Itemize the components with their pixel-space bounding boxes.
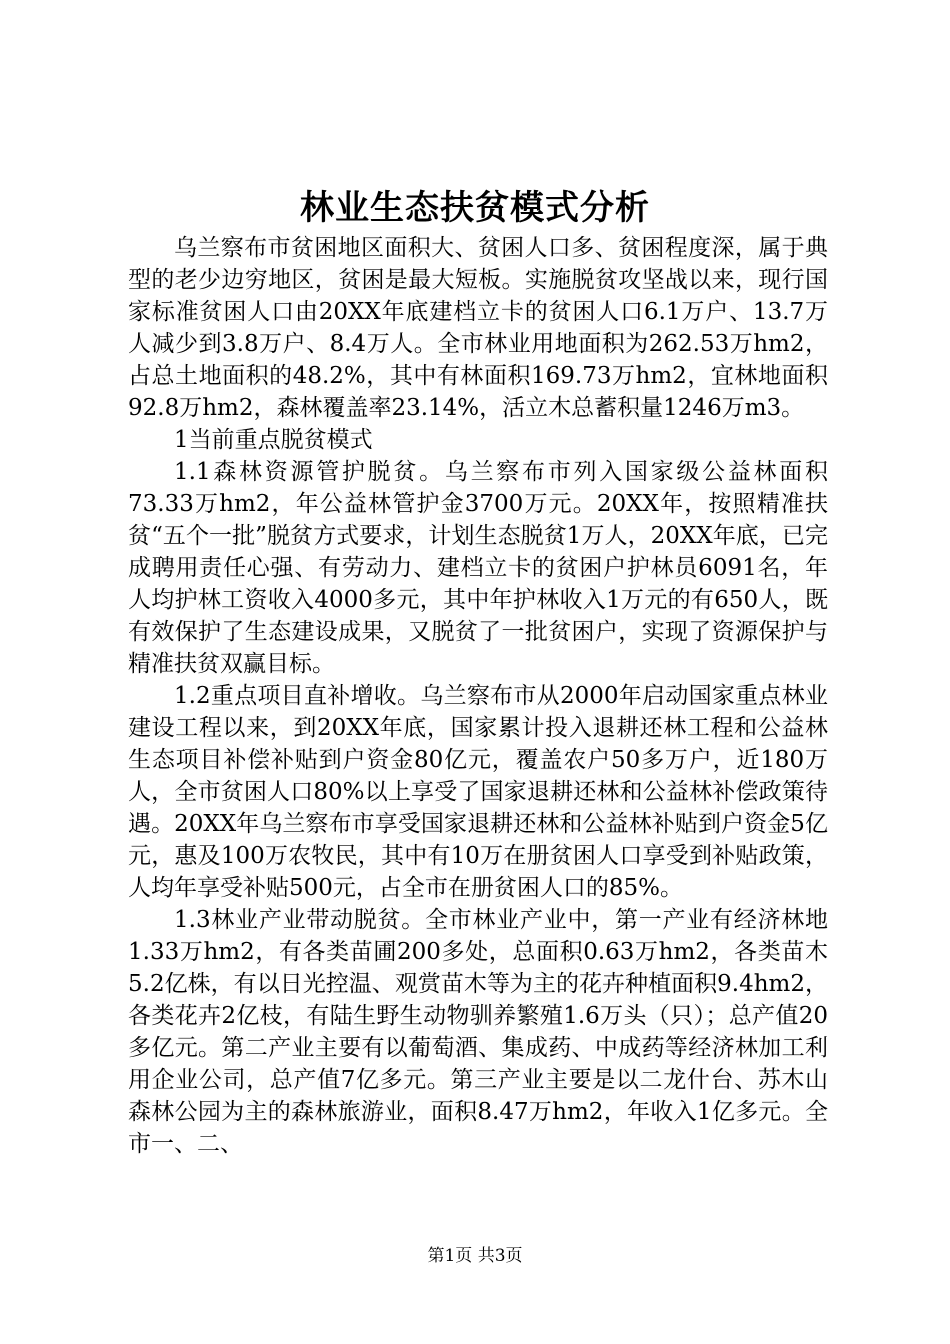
document-title: 林业生态扶贫模式分析	[300, 188, 650, 228]
document-body	[128, 232, 828, 1160]
paragraph-1-3: 1.3林业产业带动脱贫。全市林业产业中，第一产业有经济林地1.33万hm2，有各类苗圃200多处，总面积0.63万hm2，各类苗木5.2亿株，有以日光控温、观赏苗木等为主的花卉种植面积9.4hm2，各类花卉2亿枝，有陆生野生动物驯养繁殖1.6万头（只）；总产值20多亿元。第二产业主要有以葡萄酒、集成药、中成药等经济林加工利用企业公司，总产值7亿多元。第三产业主要是以二龙什台、苏木山森林公园为主的森林旅游业，面积8.47万hm2，年收入1亿多元。全市一、二、	[128, 907, 828, 1157]
paragraph-1-1: 1.1森林资源管护脱贫。乌兰察布市列入国家级公益林面积73.33万hm2，年公益林管护金3700万元。20XX年，按照精准扶贫“五个一批”脱贫方式要求，计划生态脱贫1万人，20XX年底，已完成聘用责任心强、有劳动力、建档立卡的贫困户护林员6091名，年人均护林工资收入4000多元，其中年护林收入1万元的有650人，既有效保护了生态建设成果，又脱贫了一批贫困户，实现了资源保护与精准扶贫双赢目标。	[128, 459, 828, 677]
paragraph-1-2: 1.2重点项目直补增收。乌兰察布市从2000年启动国家重点林业建设工程以来，到20XX年底，国家累计投入退耕还林工程和公益林生态项目补偿补贴到户资金80亿元，覆盖农户50多万户，近180万人，全市贫困人口80%以上享受了国家退耕还林和公益林补偿政策待遇。20XX年乌兰察布市享受国家退耕还林和公益林补贴到户资金5亿元，惠及100万农牧民，其中有10万在册贫困人口享受到补贴政策，人均年享受补贴500元，占全市在册贫困人口的85%。	[128, 683, 828, 901]
paragraph-intro: 乌兰察布市贫困地区面积大、贫困人口多、贫困程度深，属于典型的老少边穷地区，贫困是最大短板。实施脱贫攻坚战以来，现行国家标准贫困人口由20XX年底建档立卡的贫困人口6.1万户、13.7万人减少到3.8万户、8.4万人。全市林业用地面积为262.53万hm2，占总土地面积的48.2%，其中有林面积169.73万hm2，宜林地面积92.8万hm2，森林覆盖率23.14%，活立木总蓄积量1246万m3。	[128, 235, 828, 421]
section-heading: 1当前重点脱贫模式	[174, 427, 373, 453]
page-footer: 第1页 共3页	[427, 1246, 523, 1266]
